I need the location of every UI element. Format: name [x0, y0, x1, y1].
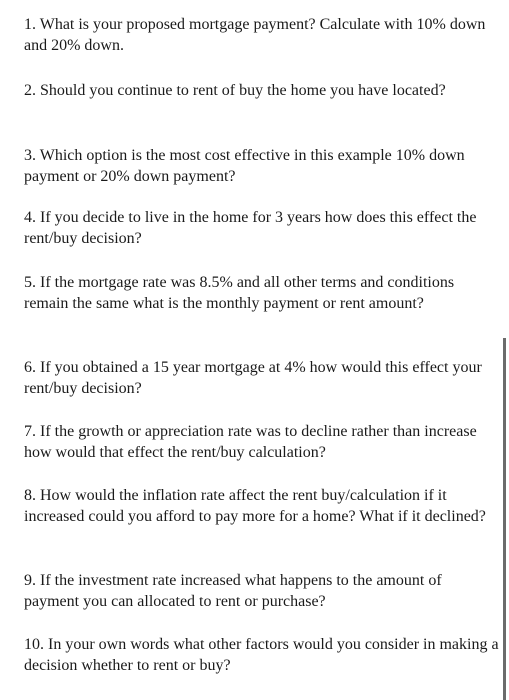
question-1: 1. What is your proposed mortgage payment? Calculate with 10% down and 20% down. [24, 16, 486, 54]
scrollbar[interactable] [503, 338, 506, 700]
question-9: 9. If the investment rate increased what happens to the amount of payment you can allocated to rent or purchase? [24, 572, 442, 610]
question-10: 10. In your own words what other factors would you consider in making a decision whether to rent or buy? [24, 636, 499, 674]
question-7: 7. If the growth or appreciation rate was to decline rather than increase how would that effect the rent/buy calculation? [24, 423, 477, 461]
question-8: 8. How would the inflation rate affect the rent buy/calculation if it increased could you afford to pay more for a home? What if it declined? [24, 487, 486, 525]
question-2: 2. Should you continue to rent of buy the home you have located? [24, 82, 446, 99]
question-6: 6. If you obtained a 15 year mortgage at 4% how would this effect your rent/buy decision? [24, 359, 482, 397]
question-4: 4. If you decide to live in the home for 3 years how does this effect the rent/buy decision? [24, 209, 477, 247]
question-3: 3. Which option is the most cost effective in this example 10% down payment or 20% down payment? [24, 147, 465, 185]
question-5: 5. If the mortgage rate was 8.5% and all other terms and conditions remain the same what is the monthly payment or rent amount? [24, 274, 455, 312]
